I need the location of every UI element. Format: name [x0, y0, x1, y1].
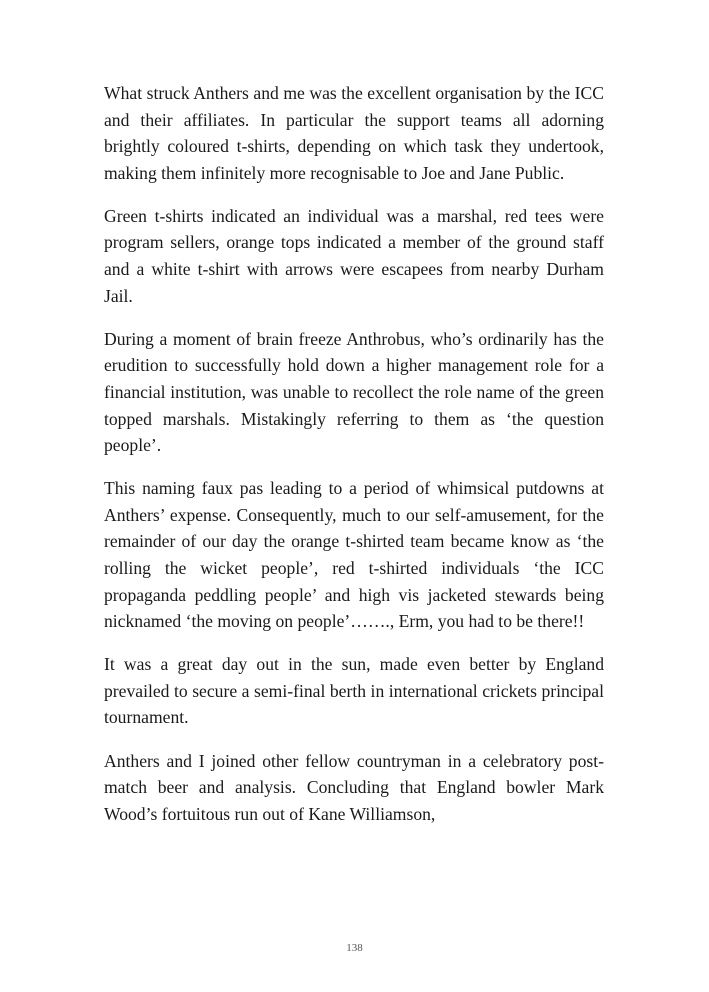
body-text: [104, 80, 604, 844]
paragraph-brain-freeze: During a moment of brain freeze Anthrobus, who’s ordinarily has the erudition to successfully hold down a higher management role for a financial institution, was unable to recollect the role name of the green topped marshals. Mistakingly referring to them as ‘the question people’.: [104, 328, 604, 456]
paragraph-tshirt-colours: Green t-shirts indicated an individual was a marshal, red tees were program sellers, orange tops indicated a member of the ground staff and a white t-shirt with arrows were escapees from nearby Durham Jail.: [104, 205, 604, 306]
paragraph-organisation: What struck Anthers and me was the excellent organisation by the ICC and their affiliates. In particular the support teams all adorning brightly coloured t-shirts, depending on which task they undertook, making them infinitely more recognisable to Joe and Jane Public.: [104, 83, 604, 183]
paragraph-naming-faux-pas: This naming faux pas leading to a period of whimsical putdowns at Anthers’ expense. Consequently, much to our self-amusement, for the remainder of our day the orange t-shirted team became know as ‘the rolling the wicket people’, red t-shirted individuals ‘the ICC propaganda peddling people’ and high vis jacketed stewards being nicknamed ‘the moving on people’……., Erm, you had to be there!!: [104, 478, 604, 632]
paragraph-great-day: It was a great day out in the sun, made even better by England prevailed to secure a semi-final berth in international crickets principal tournament.: [104, 654, 604, 728]
page-number: 138: [346, 942, 363, 954]
paragraph-post-match: Anthers and I joined other fellow countryman in a celebratory post-match beer and analysis. Concluding that England bowler Mark Wood’s fortuitous run out of Kane Williamson,: [104, 750, 604, 824]
